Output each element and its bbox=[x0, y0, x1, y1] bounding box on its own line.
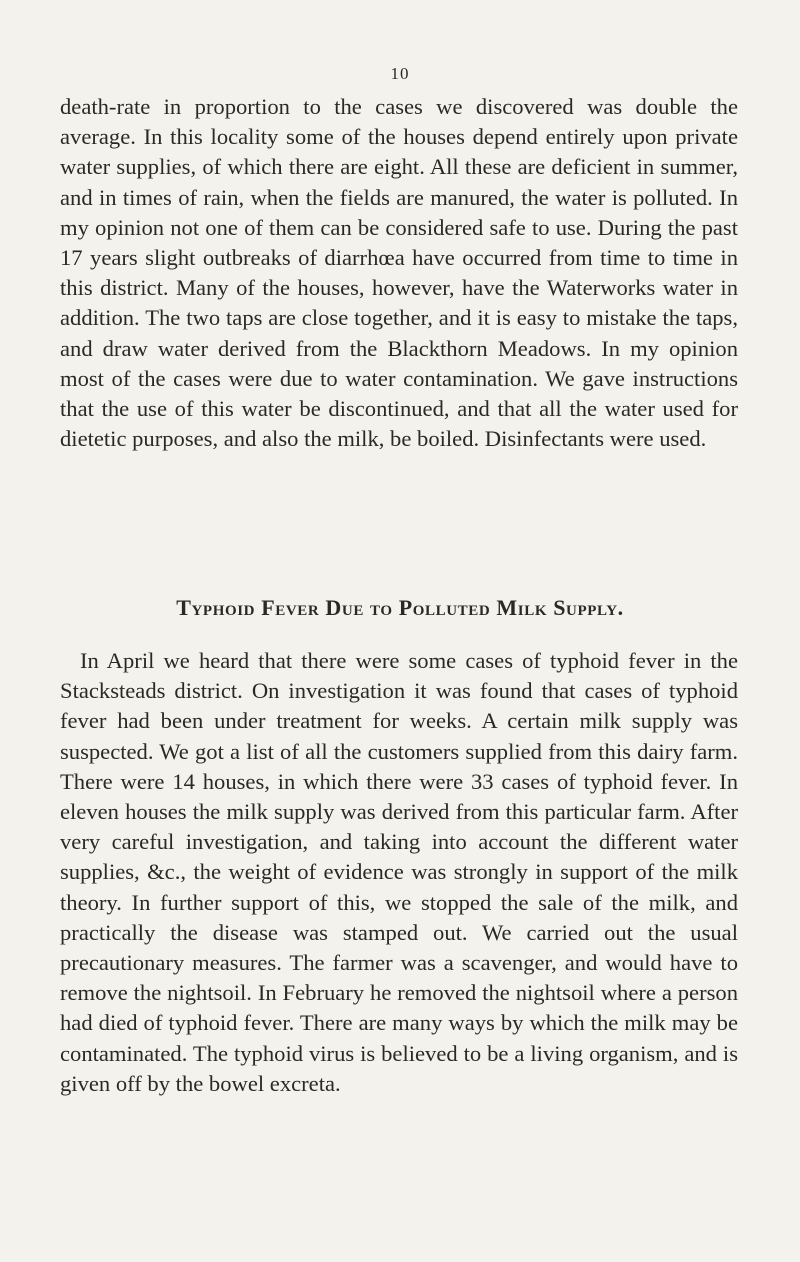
page-number: 10 bbox=[390, 64, 410, 83]
paragraph-milk-supply: In April we heard that there were some cases of typhoid fever in the Stacksteads district. On investigation it was found that cases of typhoid fever had been under treatment for weeks. A certain milk supply was suspected. We got a list of all the customers supplied from this dairy farm. There were 14 houses, in which there were 33 cases of typhoid fever. In eleven houses the milk supply was derived from this particular farm. After very careful investigation, and taking into account the different water supplies, &c., the weight of evidence was strongly in support of the milk theory. In further support of this, we stopped the sale of the milk, and practically the disease was stamped out. We carried out the usual precautionary measures. The farmer was a scavenger, and would have to remove the nightsoil. In February he removed the nightsoil where a person had died of typhoid fever. There are many ways by which the milk may be contaminated. The typhoid virus is believed to be a living organism, and is given off by the bowel excreta. bbox=[60, 648, 738, 1096]
paragraph-water-supply: death-rate in proportion to the cases we discovered was double the average. In this locality some of the houses depend entirely upon private water supplies, of which there are eight. All these are deficient in summer, and in times of rain, when the fields are manured, the water is polluted. In my opinion not one of them can be considered safe to use. During the past 17 years slight outbreaks of diarrhœa have occurred from time to time in this district. Many of the houses, however, have the Waterworks water in addition. The two taps are close together, and it is easy to mistake the taps, and draw water derived from the Blackthorn Meadows. In my opinion most of the cases were due to water contamination. We gave instructions that the use of this water be discontinued, and that all the water used for dietetic purposes, and also the milk, be boiled. Disinfectants were used. bbox=[60, 94, 738, 452]
section-heading: Typhoid Fever Due to Polluted Milk Supply. bbox=[176, 595, 624, 620]
